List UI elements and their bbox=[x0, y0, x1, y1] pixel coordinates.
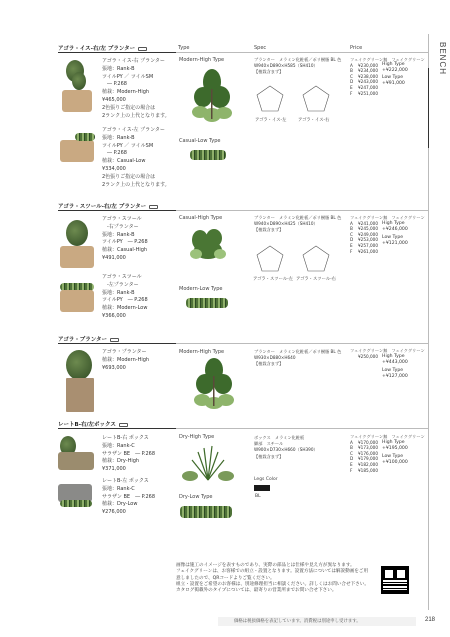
spec-text: プランター メラミン化粧板／ポリ樹脂 BL 色 W940×D890×H585（SH410） 【植栽含まず】 bbox=[254, 57, 342, 75]
spec-text: プランター メラミン化粧板／ポリ樹脂 BL 色 W940×D890×H425（SH410） 【植栽含まず】 bbox=[254, 215, 342, 233]
product-image-stool-planter bbox=[60, 246, 94, 268]
price-table: フェイクグリーン無 フェイクグリーン A ¥241,000 B ¥245,000 C ¥249,000 D ¥253,000 E ¥257,000 F ¥261,000 bbox=[350, 215, 425, 254]
sidebar-tick bbox=[428, 68, 429, 148]
product-image-chair-planter bbox=[62, 90, 92, 112]
type-label: Dry-High Type bbox=[179, 434, 215, 440]
price-table: フェイクグリーン無 フェイクグリーン ¥250,000 bbox=[350, 348, 425, 359]
section-rule-thin bbox=[176, 343, 428, 344]
price-type-high: High Type +¥195,000 bbox=[382, 440, 408, 451]
type-label: Modern-High Type bbox=[179, 349, 225, 355]
type-label: Modern-Low Type bbox=[179, 286, 223, 292]
price-type-low: Low Type +¥127,000 bbox=[382, 368, 408, 379]
sofa-icon bbox=[138, 47, 147, 51]
sofa-icon bbox=[119, 423, 128, 427]
color-swatch-bl bbox=[254, 485, 270, 491]
product-image-box bbox=[58, 452, 94, 470]
section-rule bbox=[58, 428, 176, 429]
plan-caption: アゴラ・スツール-右 bbox=[296, 277, 336, 282]
price-table: フェイクグリーン無 フェイクグリーン A ¥230,000 B ¥234,000 C ¥238,000 D ¥243,000 E ¥247,000 F ¥251,000 bbox=[350, 57, 425, 96]
section-rule-thin bbox=[176, 210, 428, 211]
product-image-chair-planter bbox=[60, 140, 94, 162]
price-type-high: High Type +¥222,000 bbox=[382, 62, 408, 73]
plant-illustration-casual-high bbox=[186, 228, 230, 262]
column-header-spec: Spec bbox=[254, 45, 267, 51]
section-title: レートB-右/左ボックス bbox=[58, 420, 128, 428]
type-label: Dry-Low Type bbox=[179, 494, 213, 500]
price-type-low: Low Type +¥91,000 bbox=[382, 75, 405, 86]
product-description: アゴラ・イス-左 プランター 張地：Rank-B ツイルPY ／ ツイルSM ― P.268 植栽：Casual-Low ¥334,000 2色張りご指定の場合は 2ランク上の上代となります。 bbox=[102, 127, 170, 188]
type-label: Modern-High Type bbox=[179, 57, 225, 63]
plant-illustration-modern-high bbox=[192, 356, 236, 412]
product-description: レートB-左 ボックス 張地：Rank-C サラザン BE ― P.268 植栽：Dry-Low ¥276,000 bbox=[102, 478, 156, 516]
plant-illustration-modern-high bbox=[190, 67, 234, 127]
product-description: レートB-右 ボックス 張地：Rank-C サラザン BE ― P.268 植栽：Dry-High ¥371,000 bbox=[102, 435, 156, 473]
section-rule-thin bbox=[176, 428, 428, 429]
product-image-stool-planter bbox=[60, 290, 94, 312]
product-image-foliage bbox=[75, 133, 95, 141]
product-image-foliage bbox=[60, 500, 92, 507]
notes: 画像は施工のイメージを表すものであり、実際の部品とは仕様や見え方が異なります。 フェイクグリーンは、お客様での組立・設置となります。設置方法については解説動画をご用 意しましたので、QRコードよりご覧ください。 組立・設置をご希望のお客様は、別途修理担当に相談ください。詳しくはお問い合せ下さい。 カタログ掲載外のタイプについては、最寄りの営業所までお問い合せ下さい。 bbox=[176, 563, 369, 594]
product-image-planter bbox=[66, 378, 94, 412]
sofa-icon bbox=[110, 338, 119, 342]
category-label: BENCH bbox=[438, 42, 447, 76]
section-title: アゴラ・プランター bbox=[58, 335, 119, 343]
footer-note: 価格は税抜価格を表記しています。消費税は別途申し受けます。 bbox=[218, 617, 416, 626]
plan-view-diagram bbox=[254, 84, 348, 114]
price-type-low: Low Type +¥121,000 bbox=[382, 235, 408, 246]
column-header-price: Price bbox=[350, 45, 363, 51]
plan-caption: アゴラ・イス-右 bbox=[298, 118, 330, 123]
type-label: Casual-Low Type bbox=[179, 138, 221, 144]
plant-illustration-casual-low bbox=[190, 150, 226, 160]
color-swatch-label: BL bbox=[255, 494, 261, 499]
price-type-high: High Type +¥443,000 bbox=[382, 354, 408, 365]
section-title: アゴラ・スツール-右/左 プランター bbox=[58, 202, 158, 210]
product-image-foliage bbox=[66, 350, 92, 380]
spec-text: ボックス メラミン化粧板 脚部 スチール W900×D730×H660（SH390） 【植栽含まず】 bbox=[254, 435, 318, 459]
section-rule bbox=[58, 52, 176, 53]
sofa-icon bbox=[149, 205, 158, 209]
legs-color-label: Legs Color bbox=[254, 477, 278, 482]
product-description: アゴラ・イス-右 プランター 張地：Rank-B ツイルPY ／ ツイルSM ― P.268 植栽：Modern-High ¥465,000 2色張りご指定の場合は 2ランク上の上代となります。 bbox=[102, 58, 170, 119]
product-description: アゴラ・スツール -左プランター 張地：Rank-B ツイルPY ― P.268 植栽：Modern-Low ¥366,000 bbox=[102, 274, 148, 319]
qr-code[interactable] bbox=[381, 566, 409, 594]
plan-caption: アゴラ・イス-左 bbox=[255, 118, 287, 123]
plan-caption: アゴラ・スツール-左 bbox=[253, 277, 293, 282]
type-label: Casual-High Type bbox=[179, 215, 223, 221]
section-title: アゴラ・イス-右/左 プランター bbox=[58, 44, 147, 52]
plant-illustration-dry-low bbox=[180, 506, 232, 518]
plant-illustration-modern-low bbox=[186, 298, 228, 308]
section-rule-thin bbox=[176, 52, 428, 53]
product-description: アゴラ・スツール -右プランター 張地：Rank-B ツイルPY ― P.268 植栽：Casual-High ¥491,000 bbox=[102, 216, 148, 261]
product-image-foliage bbox=[72, 72, 86, 90]
price-type-low: Low Type +¥100,000 bbox=[382, 454, 408, 465]
column-header-type: Type bbox=[178, 45, 190, 51]
spec-text: プランター メラミン化粧板／ポリ樹脂 BL 色 W930×D880×H640 【植栽含まず】 bbox=[254, 349, 342, 367]
page-number: 218 bbox=[425, 617, 436, 623]
price-table: フェイクグリーン無 フェイクグリーン A ¥170,000 B ¥173,000 C ¥176,000 D ¥179,000 E ¥182,000 F ¥185,000 bbox=[350, 434, 425, 473]
section-rule bbox=[58, 210, 176, 211]
product-image-foliage bbox=[66, 220, 88, 246]
price-type-high: High Type +¥246,000 bbox=[382, 221, 408, 232]
category-sidebar bbox=[428, 34, 450, 610]
product-description: アゴラ・プランター 植栽：Modern-High ¥693,000 bbox=[102, 349, 150, 371]
section-rule bbox=[58, 343, 176, 344]
section-agora-planter bbox=[58, 335, 428, 415]
plant-illustration-dry-high bbox=[180, 442, 236, 482]
plan-view-diagram bbox=[254, 244, 348, 274]
